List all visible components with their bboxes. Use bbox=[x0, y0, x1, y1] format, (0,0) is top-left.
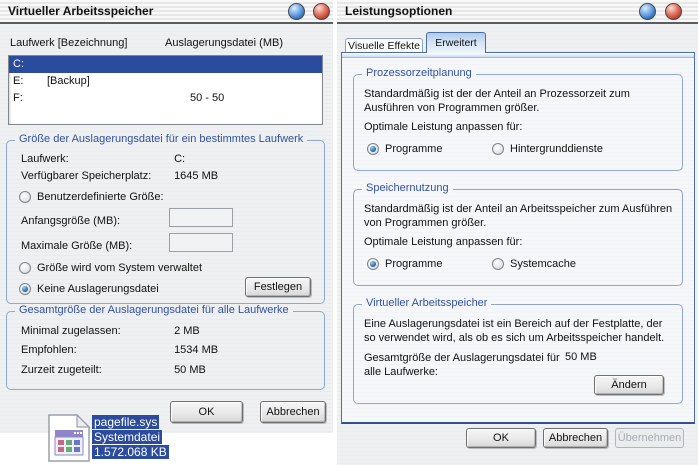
currently-allocated-value: 50 MB bbox=[174, 364, 206, 376]
tab-panel-erweitert bbox=[341, 52, 695, 424]
group-title: Speichernutzung bbox=[362, 182, 453, 194]
system-file-icon[interactable] bbox=[48, 414, 90, 462]
apply-button[interactable]: Übernehmen bbox=[615, 428, 684, 448]
group-processor-scheduling bbox=[353, 67, 683, 171]
max-size-input[interactable] bbox=[169, 233, 233, 252]
dialog-body bbox=[337, 24, 698, 465]
programs-radio[interactable] bbox=[367, 143, 379, 155]
no-pagefile-radio-label[interactable]: Keine Auslagerungsdatei bbox=[37, 283, 159, 295]
drive-list-row-f[interactable] bbox=[9, 90, 322, 107]
programs-radio-label[interactable]: Programme bbox=[385, 258, 443, 270]
drive-listbox[interactable] bbox=[8, 55, 323, 125]
minimize-button-icon[interactable] bbox=[288, 3, 305, 20]
system-cache-radio-label[interactable]: Systemcache bbox=[510, 258, 577, 270]
file-type-label[interactable]: Systemdatei bbox=[94, 430, 161, 444]
panel-top-strip bbox=[342, 53, 694, 58]
initial-size-label: Anfangsgröße (MB): bbox=[21, 215, 121, 227]
drive-letter: E: bbox=[13, 75, 24, 87]
file-size-label[interactable]: 1.572.068 KB bbox=[94, 445, 167, 459]
group-title: Größe der Auslagerungsdatei für ein bestimmtes Laufwerk bbox=[15, 133, 307, 145]
drive-letter: F: bbox=[13, 92, 23, 104]
drive-pagefile-size bbox=[170, 73, 322, 90]
tab-visuelle-effekte[interactable]: Visuelle Effekte bbox=[345, 38, 423, 53]
window-title: Leistungsoptionen bbox=[345, 4, 453, 18]
drive-list-row-c[interactable] bbox=[9, 56, 322, 73]
optimize-label: Optimale Leistung anpassen für: bbox=[364, 236, 523, 248]
group-virtual-memory bbox=[353, 297, 683, 404]
close-button-icon[interactable] bbox=[313, 3, 330, 20]
minimize-button-icon[interactable] bbox=[639, 3, 656, 20]
drive-letter: C: bbox=[13, 58, 24, 70]
system-cache-radio[interactable] bbox=[492, 258, 504, 270]
column-header-drive: Laufwerk [Bezeichnung] bbox=[10, 37, 128, 49]
change-button[interactable]: Ändern bbox=[594, 375, 664, 395]
system-managed-radio[interactable] bbox=[19, 262, 31, 274]
title-bar[interactable] bbox=[0, 0, 333, 24]
cancel-button[interactable]: Abbrechen bbox=[543, 428, 608, 448]
currently-allocated-label: Zurzeit zugeteilt: bbox=[21, 364, 102, 376]
close-button-icon[interactable] bbox=[665, 3, 682, 20]
group-description: Eine Auslagerungsdatei ist ein Bereich auf der Festplatte, der so verwendet wird, als ob es sich um Arbeitsspeicher handelt. bbox=[364, 318, 665, 344]
programs-radio[interactable] bbox=[367, 258, 379, 270]
pagefile-total-value: 50 MB bbox=[565, 351, 597, 363]
drive-label bbox=[47, 56, 170, 73]
available-space-label: Verfügbarer Speicherplatz: bbox=[21, 170, 152, 182]
drive-label: Laufwerk: bbox=[21, 153, 69, 165]
initial-size-input[interactable] bbox=[169, 208, 233, 227]
max-size-label: Maximale Größe (MB): bbox=[21, 240, 133, 252]
optimize-label: Optimale Leistung anpassen für: bbox=[364, 121, 523, 133]
recommended-value: 1534 MB bbox=[174, 344, 219, 356]
group-pagefile-total bbox=[6, 304, 325, 390]
pagefile-total-label: Gesamtgröße der Auslagerungsdatei für alle Laufwerke: bbox=[364, 352, 560, 378]
cancel-button[interactable]: Abbrechen bbox=[260, 401, 326, 423]
group-description: Standardmäßig ist der Anteil an Arbeitsspeicher zum Ausführen von Programmen größer. bbox=[364, 203, 673, 229]
drive-label bbox=[47, 90, 170, 107]
performance-options-window bbox=[337, 0, 698, 465]
title-bar[interactable] bbox=[337, 0, 698, 24]
virtual-memory-window bbox=[0, 0, 333, 433]
group-title: Prozessorzeitplanung bbox=[362, 67, 476, 79]
group-pagefile-size-specific-drive bbox=[6, 133, 325, 304]
ok-button[interactable]: OK bbox=[170, 401, 243, 423]
file-name-label[interactable]: pagefile.sys bbox=[94, 415, 158, 429]
min-allowed-value: 2 MB bbox=[174, 325, 200, 337]
group-title: Gesamtgröße der Auslagerungsdatei für alle Laufwerke bbox=[15, 304, 293, 316]
no-pagefile-radio[interactable] bbox=[19, 283, 31, 295]
system-managed-radio-label[interactable]: Größe wird vom System verwaltet bbox=[37, 262, 203, 274]
custom-size-radio-label[interactable]: Benutzerdefinierte Größe: bbox=[37, 191, 164, 203]
dialog-body bbox=[0, 24, 333, 433]
recommended-label: Empfohlen: bbox=[21, 344, 77, 356]
group-description: Standardmäßig ist der der Anteil an Prozessorzeit zum Ausführen von Programmen größer. bbox=[364, 88, 630, 114]
column-header-pagefile: Auslagerungsdatei (MB) bbox=[165, 37, 284, 49]
set-button[interactable]: Festlegen bbox=[245, 277, 311, 297]
group-title: Virtueller Arbeitsspeicher bbox=[362, 297, 491, 309]
window-title: Virtueller Arbeitsspeicher bbox=[8, 4, 154, 18]
tab-erweitert[interactable]: Erweitert bbox=[426, 32, 486, 53]
drive-pagefile-size bbox=[170, 56, 322, 73]
background-services-radio-label[interactable]: Hintergrunddienste bbox=[510, 143, 603, 155]
pagefile-file-item[interactable] bbox=[46, 412, 216, 464]
drive-pagefile-size: 50 - 50 bbox=[190, 92, 225, 104]
custom-size-radio[interactable] bbox=[19, 191, 31, 203]
min-allowed-label: Minimal zugelassen: bbox=[21, 325, 121, 337]
drive-label: [Backup] bbox=[47, 75, 90, 87]
drive-list-row-e[interactable] bbox=[9, 73, 322, 90]
group-memory-usage bbox=[353, 182, 683, 286]
programs-radio-label[interactable]: Programme bbox=[385, 143, 443, 155]
background-services-radio[interactable] bbox=[492, 143, 504, 155]
drive-value: C: bbox=[174, 153, 186, 165]
available-space-value: 1645 MB bbox=[174, 170, 219, 182]
ok-button[interactable]: OK bbox=[466, 428, 536, 448]
